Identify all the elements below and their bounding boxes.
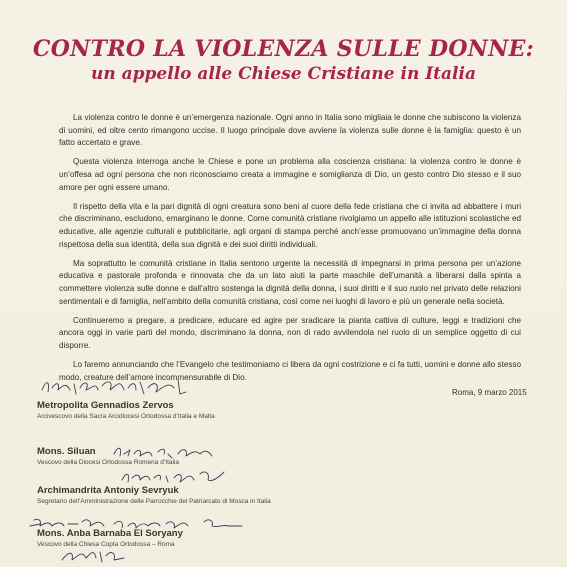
document-subtitle: un appello alle Chiese Cristiane in Italia	[91, 64, 476, 84]
signatory-role: Segretario dell’Amministrazione delle Parrocchie del Patriarcato di Mosca in Italia	[37, 498, 271, 505]
signatory-block	[37, 446, 179, 466]
handwritten-signature	[40, 376, 190, 398]
handwritten-signature	[60, 546, 130, 566]
signatory-block	[37, 528, 183, 548]
signatory-role: Vescovo della Diocesi Ortodossa Romena d’Italia	[37, 459, 179, 466]
signatory-block	[37, 400, 215, 420]
signatory-role: Arcivescovo della Sacra Arcidiocesi Ortodossa d’Italia e Malta	[37, 413, 215, 420]
signatory-name: Metropolita Gennadios Zervos	[37, 400, 174, 411]
paragraph: Questa violenza interroga anche le Chiese e pone un problema alla coscienza cristiana: la violenza contro le donne è un’offesa ad ogni persona che non riconosciamo creata a immagine e somiglianza di Dio, un gesto contro Dio stesso e il suo amore per ogni essere umano.	[59, 157, 521, 192]
paragraph: La violenza contro le donne è un’emergenza nazionale. Ogni anno in Italia sono migliaia le donne che subiscono la violenza di uomini, ed oltre cento rimangono uccise. Il luogo principale dove avviene la violenza sulle donne è la famiglia: questo è un fatto accertato e grave.	[59, 113, 521, 148]
date-line: Roma, 9 marzo 2015	[452, 388, 527, 397]
paragraph: Ma soprattutto le comunità cristiane in Italia sentono urgente la necessità di impegnarsi in prima persona per un’azione educativa e pastorale profonda e rinnovata che da un lato aiuti la parte maschile dell’umanità a liberarsi dalla spinta a commettere violenza sulle donne e dall’altro sostenga la dignità della donna, i suoi diritti e il suo ruolo nel privato delle relazioni sentimentali e di famiglia, nell’ambito della comunità cristiana, così come nei luoghi di lavoro e più un generale nella società.	[59, 258, 521, 306]
document-title: CONTRO LA VIOLENZA SULLE DONNE:	[32, 36, 535, 62]
signatory-role: Vescovo della Chiesa Copta Ortodossa – Roma	[37, 541, 175, 548]
signatory-name: Mons. Siluan	[37, 446, 96, 457]
paragraph: Lo faremo annunciando che l’Evangelo che testimoniamo ci libera da ogni costrizione e ci fa tutti, uomini e donne allo stesso modo, creature dell’amore incommensurabile di Dio.	[59, 360, 521, 382]
signatory-name: Mons. Anba Barnaba El Soryany	[37, 528, 183, 539]
appeal-body	[59, 112, 521, 391]
paragraph: Il rispetto della vita e la pari dignità di ogni creatura sono beni al cuore della fede cristiana che ci invita ad abbattere i muri che discriminano, escludono, emarginano le donne. Come comunità cristiane rivolgiamo un appello alle istituzioni scolastiche ed educative, alle agenzie culturali e pubblicitarie, agli organi di stampa perché anch’esse promuovano un’immagine della donna rispettosa della sua identità, della sua dignità e dei suoi diritti individuali.	[59, 201, 521, 249]
paragraph: Continueremo a pregare, a predicare, educare ed agire per sradicare la pianta cattiva di culture, leggi e tradizioni che ancora oggi in varie parti del mondo, discriminano la donna, non di rado avvilendola nel ruolo di un semplice oggetto di cui disporre.	[59, 315, 521, 350]
signatory-block	[37, 485, 271, 505]
signatory-name: Archimandrita Antoniy Sevryuk	[37, 485, 179, 496]
